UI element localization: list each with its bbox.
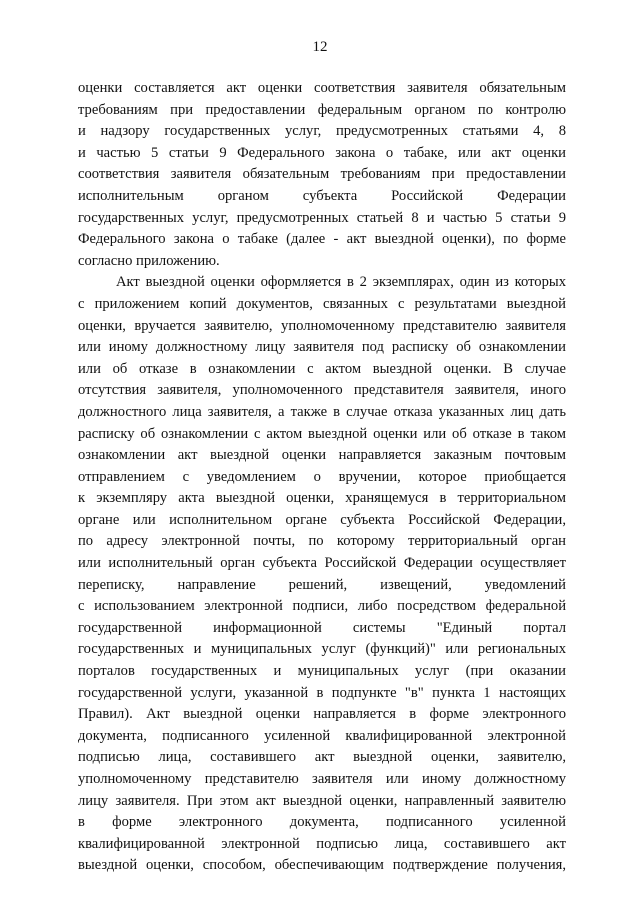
- text-line: или исполнительный орган субъекта Российской Федерации осуществляет: [78, 555, 566, 572]
- text-line: выездной оценки, способом, обеспечивающим подтверждение получения,: [78, 857, 566, 874]
- text-line: государственной услуги, указанной в подпункте "в" пункта 1 настоящих: [78, 684, 566, 701]
- text-line: и надзору государственных услуг, предусмотренных статьями 4, 8: [78, 123, 566, 140]
- text-line: расписку об ознакомлении с актом выездной оценки или об отказе в таком: [78, 425, 566, 442]
- text-line: Федерального закона о табаке (далее - акт выездной оценки), по форме: [78, 231, 566, 248]
- text-line: Акт выездной оценки оформляется в 2 экземплярах, один из которых: [116, 274, 566, 291]
- text-line: должностного лица заявителя, а также в случае отказа указанных лиц дать: [78, 403, 566, 420]
- text-line: в форме электронного документа, подписанного усиленной: [78, 814, 566, 831]
- text-line: по адресу электронной почты, по которому территориальный орган: [78, 533, 566, 550]
- body-text: [78, 78, 566, 877]
- text-line: порталов государственных и муниципальных услуг (при оказании: [78, 663, 566, 680]
- text-line: органе или исполнительном органе субъекта Российской Федерации,: [78, 511, 566, 528]
- text-line: оценки составляется акт оценки соответствия заявителя обязательным: [78, 80, 566, 96]
- paragraph: [78, 78, 566, 272]
- text-line: или иному должностному лицу заявителя под расписку об ознакомлении: [78, 339, 566, 356]
- text-line: с использованием электронной подписи, либо посредством федеральной: [78, 598, 566, 615]
- text-line: государственных и муниципальных услуг (функций)" или региональных: [78, 641, 566, 658]
- text-line: ознакомлении акт выездной оценки направляется заказным почтовым: [78, 447, 566, 464]
- text-line: согласно приложению.: [78, 252, 220, 269]
- text-line: квалифицированной электронной подписью лица, составившего акт: [78, 835, 566, 852]
- paragraph: [78, 272, 566, 877]
- text-line: требованиям при предоставлении федеральным органом по контролю: [78, 101, 566, 118]
- text-line: уполномоченному представителю заявителя или иному должностному: [78, 771, 566, 787]
- page-number: 12: [312, 39, 328, 55]
- text-line: отправлением с уведомлением о вручении, которое приобщается: [78, 468, 566, 485]
- text-line: с приложением копий документов, связанных с результатами выездной: [78, 295, 566, 312]
- text-line: документа, подписанного усиленной квалифицированной электронной: [78, 727, 566, 744]
- text-line: государственной информационной системы "Единый портал: [78, 619, 566, 636]
- text-line: и частью 5 статьи 9 Федерального закона о табаке, или акт оценки: [78, 144, 566, 161]
- text-line: лицу заявителя. При этом акт выездной оценки, направленный заявителю: [78, 792, 566, 809]
- text-line: соответствия заявителя обязательным требованиям при предоставлении: [78, 166, 566, 183]
- text-line: подписью лица, составившего акт выездной оценки, заявителю,: [78, 749, 566, 766]
- text-line: или об отказе в ознакомлении с актом выездной оценки. В случае: [78, 360, 566, 377]
- text-line: отсутствия заявителя, уполномоченного представителя заявителя, иного: [78, 382, 566, 399]
- text-line: исполнительным органом субъекта Российской Федерации: [78, 187, 566, 204]
- text-line: оценки, вручается заявителю, уполномоченному представителю заявителя: [78, 317, 566, 334]
- text-line: переписку, направление решений, извещений, уведомлений: [78, 576, 566, 593]
- text-line: Правил). Акт выездной оценки направляется в форме электронного: [78, 706, 566, 723]
- text-line: к экземпляру акта выездной оценки, хранящемуся в территориальном: [78, 490, 566, 507]
- text-line: государственных услуг, предусмотренных статьей 8 и частью 5 статьи 9: [78, 209, 566, 226]
